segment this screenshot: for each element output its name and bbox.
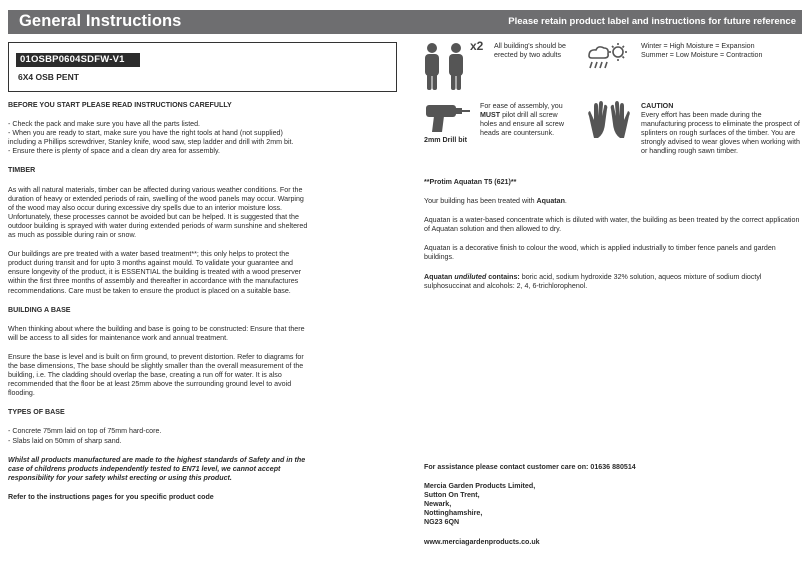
page-title: General Instructions — [19, 12, 182, 30]
types-line: - Concrete 75mm laid on top of 75mm hard-core. — [8, 427, 162, 436]
drill-bit-label: 2mm Drill bit — [424, 136, 467, 144]
base-paragraph-2: Ensure the base is level and is built on firm ground, to prevent distortion. Refer to diagrams for the base dimensions, The base should be slightly smaller than the overall measurement of the building, i.e. The cladding should overlap the base, creating a run off for water. It is also recommended that the floor be at least 25mm above the surrounding ground level to avoid flooding. — [8, 352, 304, 398]
drill-icon — [422, 102, 472, 136]
aquatan-paragraph-3: Aquatan is a decorative finish to colour the wood, which is applied industrially to timber fence panels and garden buildings. — [424, 244, 776, 262]
people-text: All building's should be erected by two adults — [494, 42, 566, 60]
right-column — [424, 178, 802, 291]
before-line: - Check the pack and make sure you have all the parts listed. — [8, 120, 201, 129]
before-line: - When you are ready to start, make sure you have the right tools at hand (not supplied) including a Phillips screwdriver, Stanley knife, wood saw, step ladder and drill with 2mm bit. — [8, 129, 294, 147]
left-column — [8, 101, 308, 502]
address-line: Nottinghamshire, — [424, 509, 483, 518]
address-line: Mercia Garden Products Limited, — [424, 482, 536, 491]
header-note: Please retain product label and instructions for future reference — [508, 16, 796, 27]
aquatan-brand: Aquatan — [536, 197, 565, 206]
address-line: NG23 6QN — [424, 518, 460, 527]
product-label-box — [8, 42, 397, 92]
types-heading: TYPES OF BASE — [8, 408, 65, 417]
people-count: x2 — [470, 39, 484, 53]
address-line: Sutton On Trent, — [424, 491, 480, 500]
timber-paragraph-1: As with all natural materials, timber can be affected during various weather conditions. For the duration of heavy or extended periods of rain, swelling of the wood panels may occur. Warping of the wood may also occur during excessive dry spells due to an interior moisture loss. Unfortunately, these processes cannot be avoided but can be helped. It is suggested that the outdoor building is sprayed with water during extended periods of warm sunshine and sheltered as much as possible during rain or snow. — [8, 185, 308, 240]
contact-block — [424, 463, 802, 547]
final-note: Refer to the instructions pages for you specific product code — [8, 492, 214, 501]
protim-heading: **Protim Aquatan T5 (621)** — [424, 178, 517, 186]
two-people-icon — [422, 42, 470, 92]
drill-must: MUST — [480, 111, 501, 120]
weather-winter: Winter = High Moisture = Expansion — [641, 42, 755, 50]
website-link[interactable]: www.merciagardenproducts.co.uk — [424, 537, 540, 546]
gloves-icon — [586, 100, 632, 142]
base-paragraph-1: When thinking about where the building and base is going to be constructed: Ensure that there will be access to all sides for maintenance work and annual treatment. — [8, 324, 305, 342]
base-heading: BUILDING A BASE — [8, 305, 71, 314]
product-name: 6X4 OSB PENT — [18, 72, 79, 82]
address-line: Newark, — [424, 500, 452, 509]
before-heading: BEFORE YOU START PLEASE READ INSTRUCTIONS CAREFULLY — [8, 101, 232, 109]
before-line: - Ensure there is plenty of space and a clean dry area for assembly. — [8, 147, 221, 156]
caution-text: Every effort has been made during the manufacturing process to eliminate the prospect of splinters on rough surfaces of the timber. You are strongly advised to wear gloves when working with or handling rough sawn timber. — [641, 111, 800, 156]
timber-paragraph-2: Our buildings are pre treated with a water based treatment**; this only helps to protect the product during transit and for upto 3 months against mould. To validate your guarantee and ensure longevity of the product, it is ESSENTIAL the building is treated with a wood preserver within the first three months of assembly and thereafter in accordance with the manufactures recommendations. Care must be taken to ensure the product is placed on a suitable base. — [8, 250, 302, 295]
weather-summer: Summer = Low Moisture = Contraction — [641, 51, 763, 59]
treated-line: Your building has been treated with Aquatan. — [424, 197, 567, 206]
caution-heading: CAUTION — [641, 102, 674, 110]
aquatan-paragraph-2: Aquatan is a water-based concentrate which is diluted with water, the building as been treated by the correct application of Aquatan solution and then allowed to dry. — [424, 216, 800, 234]
aquatan-contains: Aquatan undiluted contains: boric acid, sodium hydroxide 32% solution, aqueos mixture of sodium dioctyl sulphosuccinat and alcohols: 2, 4, 6-trichlorophenol. — [424, 272, 762, 290]
safety-note: Whilst all products manufactured are made to the highest standards of Safety and in the case of childrens products independently tested to EN71 level, we cannot accept responsibility for your safety whilst erecting or using this product. — [8, 455, 306, 482]
weather-icon — [585, 42, 633, 74]
customer-care-line: For assistance please contact customer care on: 01636 880514 — [424, 463, 636, 471]
product-code: 01OSBP0604SDFW-V1 — [16, 53, 140, 67]
header-bar — [8, 10, 802, 34]
drill-text: For ease of assembly, you MUST pilot drill all screw holes and ensure all screw heads are countersunk. — [480, 102, 564, 138]
types-line: - Slabs laid on 50mm of sharp sand. — [8, 436, 122, 445]
timber-heading: TIMBER — [8, 166, 36, 175]
